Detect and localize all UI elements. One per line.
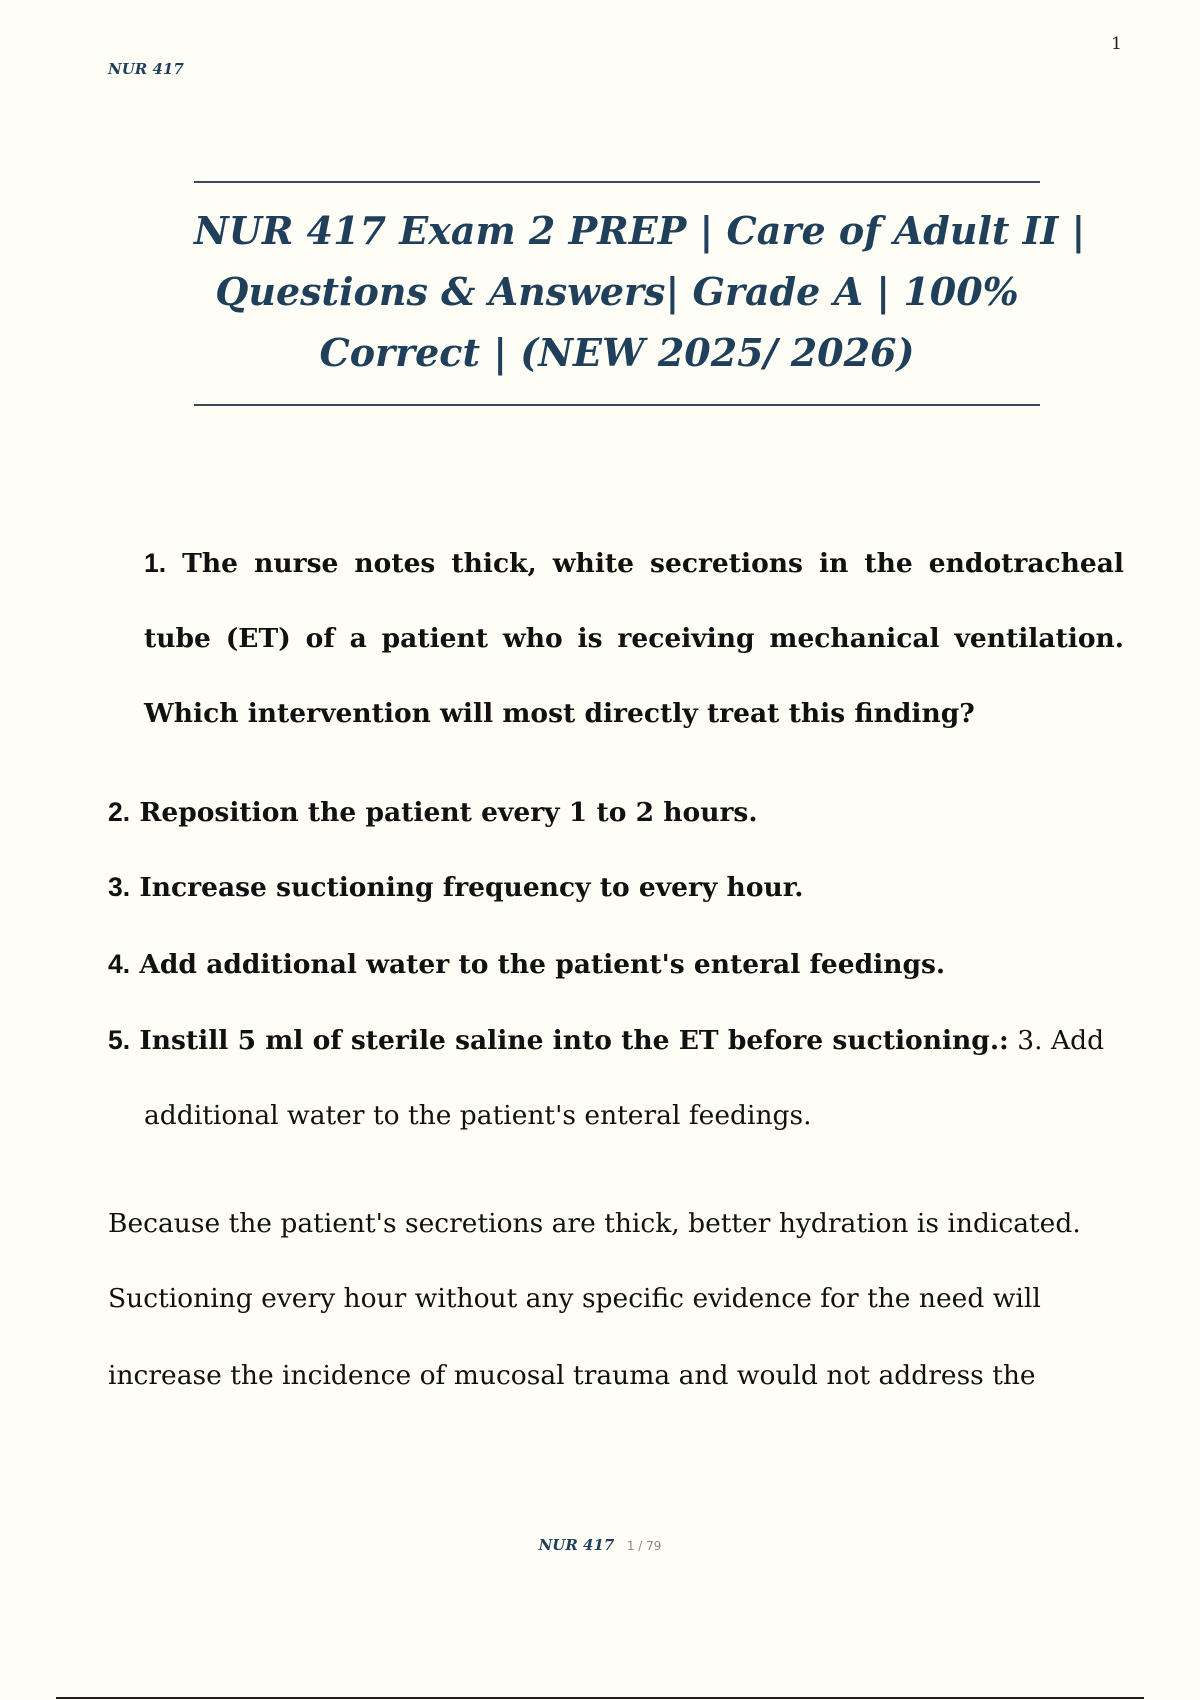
question-number: 1. — [144, 548, 167, 578]
option-number: 5. — [108, 1025, 131, 1055]
title-top-rule — [194, 181, 1040, 183]
rationale-line: Because the patient's secretions are thick, better hydration is indicated. — [108, 1208, 1081, 1239]
correct-answer: 3. Add — [1008, 1025, 1105, 1056]
title-line: Questions & Answers| Grade A | 100% — [215, 269, 1019, 314]
option-number: 2. — [108, 797, 131, 827]
answer-option — [108, 944, 945, 985]
running-header: NUR 417 — [108, 60, 184, 78]
title-line: NUR 417 Exam 2 PREP | Care of Adult II | — [194, 208, 1086, 253]
option-text: Instill 5 ml of sterile saline into the ET before suctioning.: — [139, 1025, 1009, 1056]
answer-option — [108, 867, 804, 908]
option-number: 4. — [108, 949, 131, 979]
page-footer — [0, 1536, 1200, 1554]
answer-option — [108, 792, 758, 833]
option-number: 3. — [108, 872, 131, 902]
title-line: Correct | (NEW 2025/ 2026) — [319, 330, 915, 375]
title-bottom-rule — [194, 404, 1040, 406]
option-text: Increase suctioning frequency to every hour. — [139, 872, 804, 903]
rationale-line: Suctioning every hour without any specific evidence for the need will — [108, 1283, 1041, 1314]
answer-option — [108, 1020, 1104, 1061]
option-text: Reposition the patient every 1 to 2 hours. — [139, 797, 758, 828]
rationale-line: increase the incidence of mucosal trauma and would not address the — [108, 1360, 1036, 1391]
page-bottom-rule — [56, 1697, 1144, 1699]
document-title — [194, 200, 1086, 383]
question-stem — [144, 526, 1124, 751]
option-text: Add additional water to the patient's enteral feedings. — [139, 949, 946, 980]
footer-label: NUR 417 — [538, 1536, 615, 1554]
question-text: The nurse notes thick, white secretions in the endotracheal tube (ET) of a patient who is receiving mechanical ventilation. Which intervention will most directly treat this finding? — [144, 548, 1125, 729]
page-number: 1 — [1111, 34, 1122, 54]
correct-answer-continuation: additional water to the patient's enteral feedings. — [144, 1100, 812, 1131]
footer-page-count: 1 / 79 — [626, 1539, 662, 1553]
